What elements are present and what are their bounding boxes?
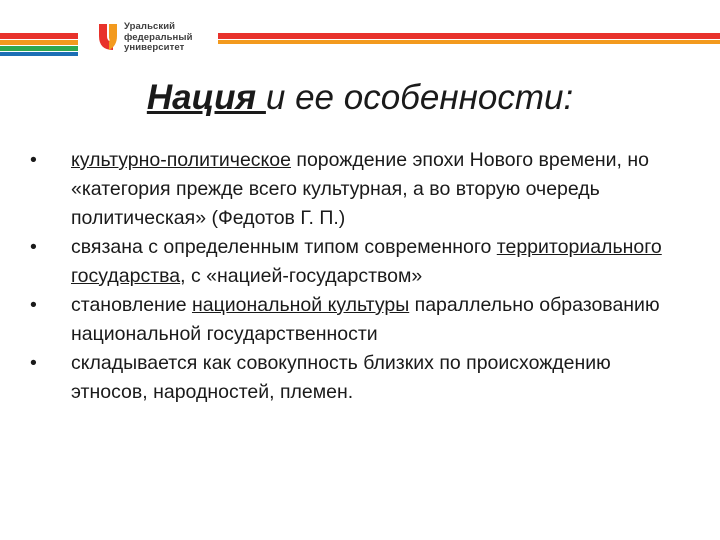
bullet-item-4 [30, 349, 670, 407]
slide-title [0, 78, 720, 118]
stripe-red-left [0, 33, 78, 39]
university-logo-mark-icon [96, 22, 120, 58]
logo-line-2: федеральный [124, 31, 193, 43]
bullet-marker: • [30, 352, 37, 374]
bullet-4-text: складывается как совокупность близких по происхождению этносов, народностей, племен. [71, 352, 611, 403]
bullet-1-underlined: культурно-политическое [71, 149, 291, 171]
bullet-item-2 [30, 233, 670, 291]
bullet-item-3 [30, 291, 670, 349]
bullet-2-underlined: территориального государства [71, 236, 662, 287]
stripe-orange-left [0, 40, 78, 45]
stripe-green-left [0, 46, 78, 51]
bullet-3-underlined: национальной культуры [191, 294, 410, 316]
bullet-3-text-after: параллельно образованию национальной государственности [71, 294, 660, 345]
bullet-1-text: порождение эпохи Нового времени, но «категория прежде всего культурная, а во вторую очередь политическая» (Федотов Г. П.) [71, 149, 649, 229]
logo-line-1: Уральский [124, 21, 176, 32]
bullet-marker: • [30, 294, 37, 316]
slide-title-main: Нация [146, 78, 266, 117]
stripe-orange-right [218, 40, 720, 44]
logo-line-3: университет [124, 42, 185, 53]
stripe-red-right [218, 33, 720, 39]
university-logo-text [124, 22, 193, 54]
university-logo [96, 22, 193, 62]
bullet-marker: • [30, 236, 37, 258]
bullet-item-1 [30, 146, 670, 233]
bullet-3-text-before: становление [71, 294, 192, 316]
bullet-2-text-after: , с «нацией-государством» [180, 265, 423, 287]
bullet-2-text-before: связана с определенным типом современного [71, 236, 497, 258]
bullet-marker: • [30, 149, 37, 171]
bullet-list [30, 146, 670, 407]
slide-title-rest: и ее особенности: [265, 78, 574, 117]
stripe-blue-left [0, 52, 78, 56]
